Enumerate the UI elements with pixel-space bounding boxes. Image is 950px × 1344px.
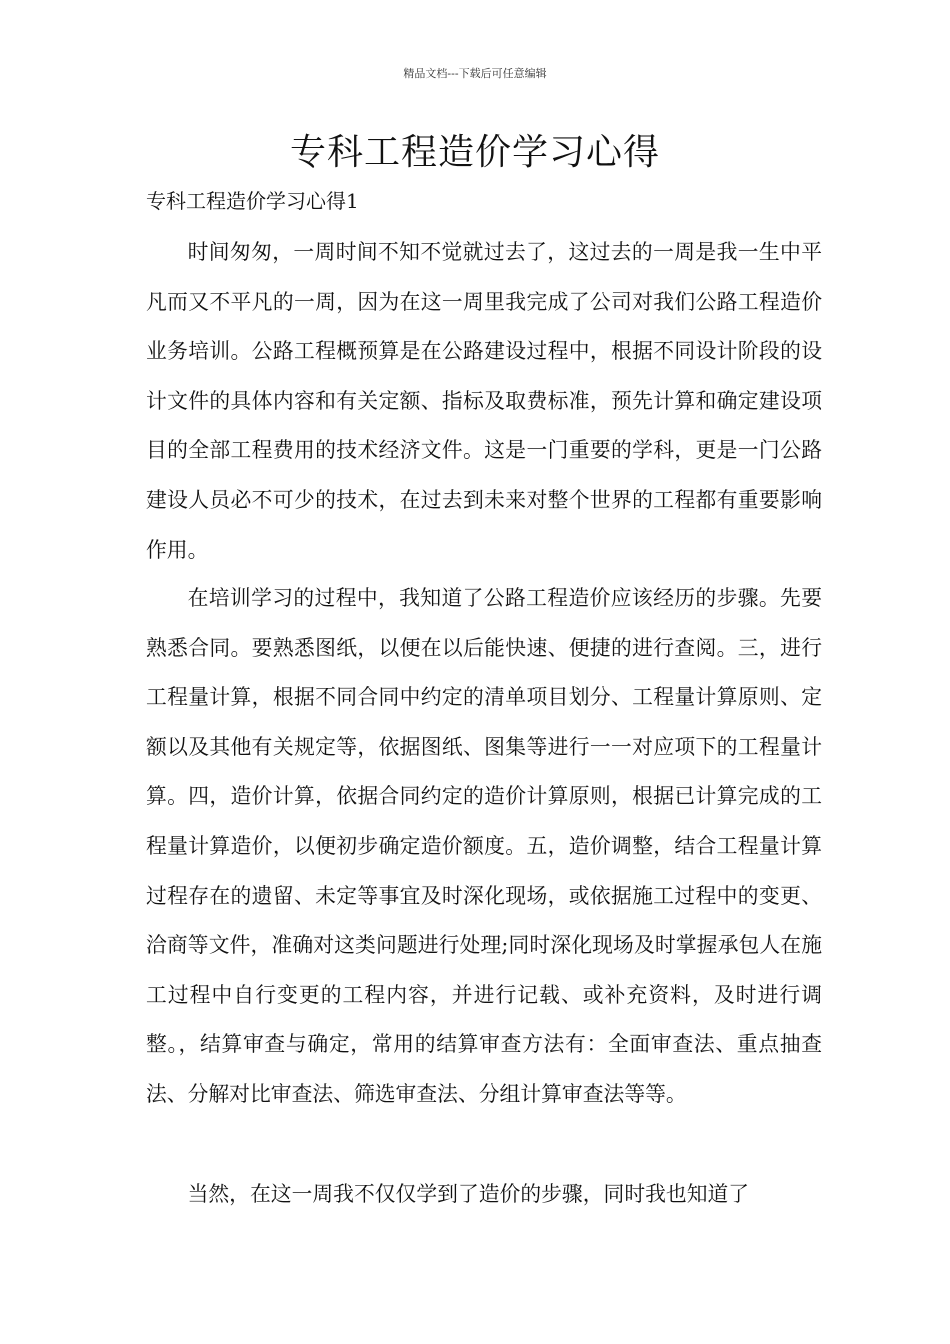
body-paragraph: 在培训学习的过程中，我知道了公路工程造价应该经历的步骤。先要熟悉合同。要熟悉图纸，以便在以后能快速、便捷的进行查阅。三，进行工程量计算，根据不同合同中约定的清单项目划分、工程量计算原则、定额以及其他有关规定等，依据图纸、图集等进行一一对应项下的工程量计算。四，造价计算，依据合同约定的造价计算原则，根据已计算完成的工程量计算造价，以便初步确定造价额度。五，造价调整，结合工程量计算过程存在的遗留、未定等事宜及时深化现场，或依据施工过程中的变更、洽商等文件，准确对这类问题进行处理;同时深化现场及时掌握承包人在施工过程中自行变更的工程内容，并进行记载、或补充资料，及时进行调整。，结算审查与确定，常用的结算审查方法有：全面审查法、重点抽查法、分解对比审查法、筛选审查法、分组计算审查法等等。: [146, 586, 822, 1106]
body-paragraph-1-block: [146, 228, 822, 575]
document-subtitle: 专科工程造价学习心得1: [146, 189, 359, 213]
body-paragraph-3-block: [146, 1170, 822, 1220]
body-paragraph-2-block: [146, 574, 822, 1120]
body-paragraph: 当然，在这一周我不仅仅学到了造价的步骤，同时我也知道了: [187, 1182, 750, 1206]
document-title: 专科工程造价学习心得: [289, 132, 660, 173]
header-note: 精品文档---下载后可任意编辑: [403, 67, 547, 80]
body-paragraph: 时间匆匆，一周时间不知不觉就过去了，这过去的一周是我一生中平凡而又不平凡的一周，因为在这一周里我完成了公司对我们公路工程造价业务培训。公路工程概预算是在公路建设过程中，根据不同设计阶段的设计文件的具体内容和有关定额、指标及取费标准，预先计算和确定建设项目的全部工程费用的技术经济文件。这是一门重要的学科，更是一门公路建设人员必不可少的技术，在过去到未来对整个世界的工程都有重要影响作用。: [146, 240, 822, 562]
